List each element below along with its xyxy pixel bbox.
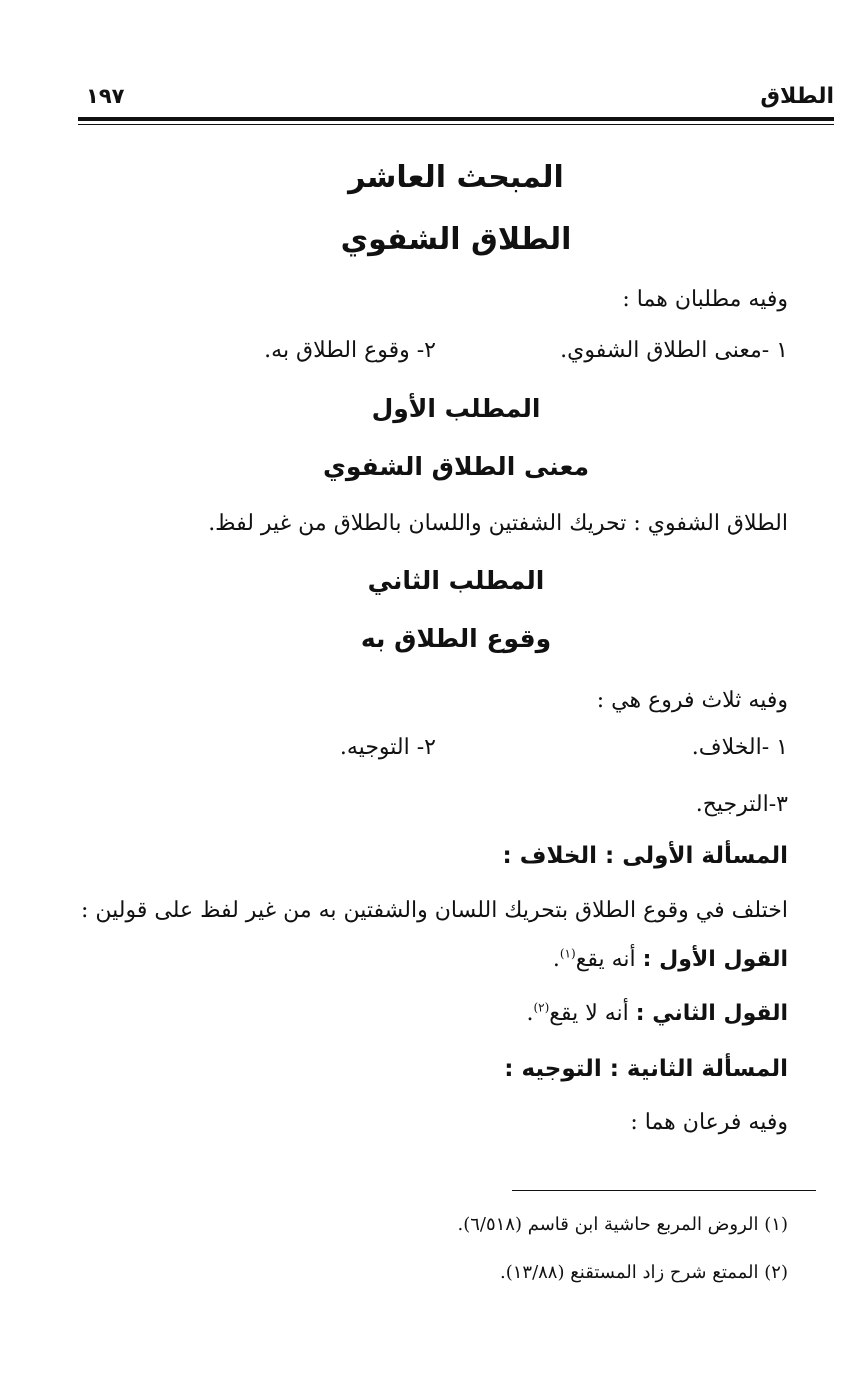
issue1-text: اختلف في وقوع الطلاق بتحريك اللسان والشفتين به من غير لفظ على قولين : — [80, 898, 788, 923]
opinion-2-label: القول الثاني : — [635, 1001, 788, 1026]
footnote-ref-2: (٢) — [533, 1000, 550, 1015]
section-title: المبحث العاشر — [348, 160, 564, 195]
definition-line — [208, 511, 788, 536]
topic2-intro: وفيه ثلاث فروع هي : — [596, 688, 788, 713]
footnote-separator — [512, 1190, 816, 1191]
issue2-text: وفيه فرعان هما : — [630, 1110, 788, 1135]
topic2-item-3: ٣-الترجيح. — [695, 792, 788, 817]
definition-text: تحريك الشفتين واللسان بالطلاق من غير لفظ. — [208, 511, 627, 536]
intro-line: وفيه مطلبان هما : — [622, 287, 788, 312]
topic2-item-1: ١ -الخلاف. — [691, 735, 788, 760]
topic1-subtitle: معنى الطلاق الشفوي — [322, 452, 590, 481]
page-number: ١٩٧ — [86, 84, 125, 108]
header-rule-thick — [78, 117, 834, 121]
footnote-ref-1: (١) — [559, 946, 576, 961]
opinion-1-end: . — [552, 947, 560, 972]
definition-term: الطلاق الشفوي : — [633, 511, 788, 536]
header-rule-thin — [78, 124, 834, 125]
opinion-1-label: القول الأول : — [642, 947, 788, 972]
opinion-1-text: أنه يقع — [575, 947, 636, 972]
topic2-title: المطلب الثاني — [367, 566, 545, 595]
intro-item-1: ١ -معنى الطلاق الشفوي. — [560, 338, 788, 363]
opinion-2-text: أنه لا يقع — [549, 1001, 629, 1026]
running-title: الطلاق — [760, 84, 834, 109]
issue2-heading: المسألة الثانية : التوجيه : — [504, 1056, 788, 1082]
section-subtitle: الطلاق الشفوي — [340, 222, 572, 257]
footnote-1: (١) الروض المربع حاشية ابن قاسم (٦/٥١٨). — [457, 1214, 788, 1235]
opinion-2-end: . — [526, 1001, 534, 1026]
footnote-2: (٢) الممتع شرح زاد المستقنع (١٣/٨٨). — [499, 1262, 788, 1283]
topic1-title: المطلب الأول — [371, 394, 541, 423]
opinion-1 — [553, 947, 788, 972]
issue1-heading: المسألة الأولى : الخلاف : — [502, 843, 788, 869]
intro-item-2: ٢- وقوع الطلاق به. — [264, 338, 436, 363]
page-header — [78, 78, 834, 118]
topic2-subtitle: وقوع الطلاق به — [360, 624, 552, 653]
opinion-2 — [526, 1001, 788, 1026]
topic2-item-2: ٢- التوجيه. — [339, 735, 436, 760]
